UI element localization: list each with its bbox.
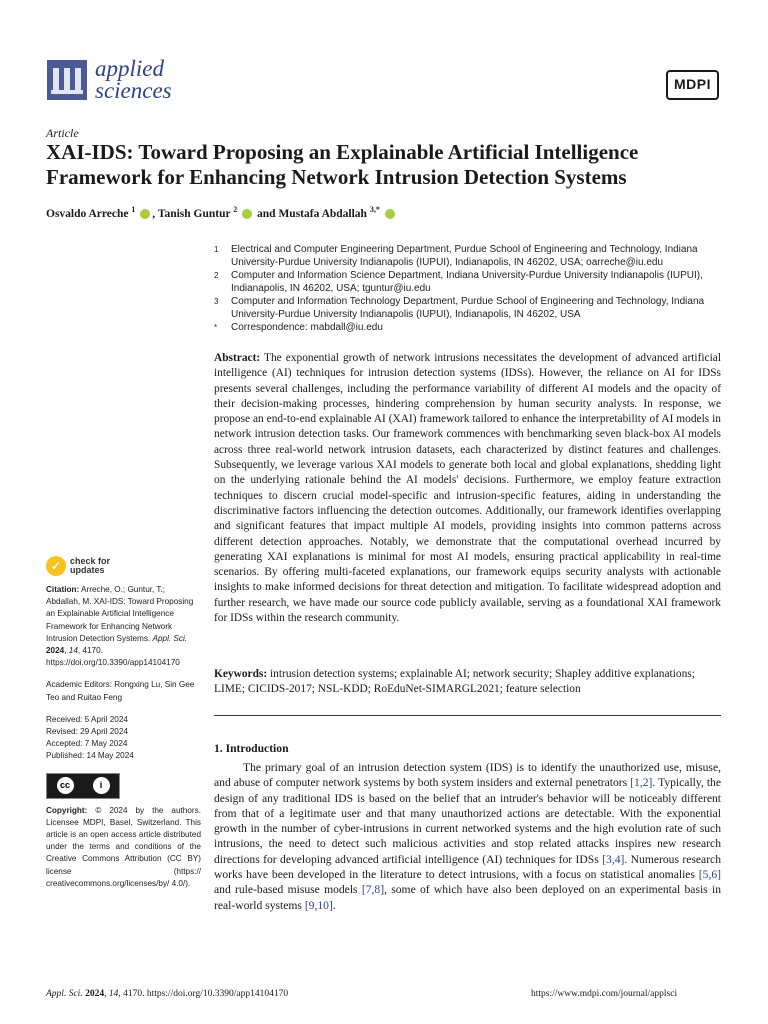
citation-doi[interactable]: , 4170. https://doi.org/10.3390/app14104170 <box>46 646 180 668</box>
checkmark-icon: ✓ <box>46 556 66 576</box>
publication-dates <box>46 714 201 763</box>
intro-text: The primary goal of an intrusion detection system (IDS) is to identify the unauthorized use, misuse, and abuse of computer network systems by both system insiders and external penetrators <box>214 761 721 790</box>
creative-commons-icon: cc <box>57 777 74 794</box>
abstract-label: Abstract: <box>214 352 261 364</box>
author-affiliation-mark: 3,* <box>369 205 380 214</box>
citation-label: Citation: <box>46 585 80 594</box>
journal-name <box>95 58 172 102</box>
sidebar <box>46 556 201 890</box>
affiliation-item <box>214 243 734 269</box>
article-title: XAI-IDS: Toward Proposing an Explainable Artificial Intelligence Framework for Enhancing Network Intrusion Detection Systems <box>46 140 639 189</box>
author-separator: and <box>254 207 279 220</box>
affiliation-item <box>214 295 734 321</box>
abstract <box>214 351 721 626</box>
citation-volume: 14 <box>68 646 78 656</box>
affiliation-item <box>214 269 734 295</box>
citation-block: Citation: Arreche, O.; Guntur, T.; Abdallah, M. XAI-IDS: Toward Proposing an Explainable Artificial Intelligence Framework for Enhancing Network Intrusion Detection Systems. Appl. Sci. 2024, 14, 4170. https://doi.org/10.3390/app14104170 <box>46 585 194 668</box>
intro-text: , some of which have also been deployed on an experimental basis in real-world systems <box>214 883 721 912</box>
article-type: Article <box>46 126 79 140</box>
keywords-text: intrusion detection systems; explainable AI; network security; Shapley additive explanations; LIME; CICIDS-2017; NSL-KDD; RoEduNet-SIMARGL2021; feature selection <box>214 668 695 696</box>
copyright-text: © 2024 by the authors. Licensee MDPI, Basel, Switzerland. This article is an open access article distributed under the terms and conditions of the Creative Commons Attribution (CC BY) license (https:// creativecommons.org/licenses/by/ 4.0/). <box>46 805 201 888</box>
attribution-icon: i <box>93 777 110 794</box>
citation-link[interactable]: [7,8] <box>361 883 385 897</box>
author-separator: , <box>152 207 158 220</box>
intro-text: . <box>332 898 336 912</box>
orcid-icon[interactable] <box>140 209 150 219</box>
affiliation-item <box>214 321 734 334</box>
footer-volume: 14 <box>108 989 119 999</box>
author-name[interactable]: Osvaldo Arreche <box>46 207 129 220</box>
academic-editors: Academic Editors: Rongxing Lu, Sin Gee Teo and Ruitao Feng <box>46 680 195 702</box>
date-accepted: Accepted: 7 May 2024 <box>46 739 128 749</box>
author-affiliation-mark: 2 <box>233 205 238 214</box>
author-affiliation-mark: 1 <box>131 205 136 214</box>
cc-by-license-badge[interactable] <box>46 773 120 799</box>
check-for-updates-button[interactable] <box>46 556 201 576</box>
author-name[interactable]: Tanish Guntur <box>157 207 231 220</box>
intro-text: and rule-based misuse models <box>214 883 362 897</box>
date-revised: Revised: 29 April 2024 <box>46 727 128 737</box>
footer-journal-url[interactable]: https://www.mdpi.com/journal/applsci <box>531 989 678 999</box>
affiliation-text: Electrical and Computer Engineering Department, Purdue School of Engineering and Technology, Indiana University-Purdue University Indianapolis (IUPUI), Indianapolis, IN 46202, USA; oarreche@iu.edu <box>231 244 698 268</box>
citation-journal: Appl. Sci. <box>152 633 188 643</box>
footer-citation: Appl. Sci. 2024, 14, 4170. https://doi.org/10.3390/app14104170 <box>46 989 289 999</box>
check-updates-line1: check for <box>70 556 111 566</box>
footer-year: 2024 <box>85 989 105 999</box>
affiliation-text: Computer and Information Science Department, Indiana University-Purdue University Indianapolis (IUPUI), Indianapolis, IN 46202, USA; tguntur@iu.edu <box>231 270 703 294</box>
journal-logo[interactable] <box>47 58 183 106</box>
citation-year: 2024 <box>46 646 65 656</box>
introduction-paragraph <box>214 760 721 913</box>
journal-name-line2: sciences <box>95 78 172 103</box>
section-divider <box>214 715 721 716</box>
footer-journal: Appl. Sci. <box>46 989 83 999</box>
footer-doi[interactable]: , 4170. https://doi.org/10.3390/app14104170 <box>118 989 289 999</box>
check-updates-line2: updates <box>70 565 105 575</box>
affiliations <box>214 243 734 334</box>
correspondence-text: Correspondence: mabdall@iu.edu <box>231 322 383 333</box>
copyright-label: Copyright: <box>46 805 88 815</box>
intro-text: . Numerous research works have been developed in the literature to detect intrusions, with a focus on statistical anomalies <box>214 852 721 882</box>
keywords <box>214 667 721 698</box>
orcid-icon[interactable] <box>242 209 252 219</box>
section-heading: 1. Introduction <box>214 742 289 755</box>
affiliation-text: Computer and Information Technology Department, Purdue School of Engineering and Technology, Indiana University-Purdue University Indianapolis (IUPUI), Indianapolis, IN 46202, USA <box>231 296 705 320</box>
intro-text: . Typically, the design of any traditional IDS is based on the belief that an intruder's behavior will be noticeably different from that of a legitimate user and that many unauthorized actions are detectable. With the exponential growth in the number of cyber-intrusions in current networked systems and the high evolution rate of such intrusions, the need to detect such malicious activities and stop related attacks inspires new research directions for developing advanced artificial intelligence (AI) techniques for IDSs <box>214 776 721 866</box>
citation-link[interactable]: [1,2] <box>630 776 653 790</box>
keywords-label: Keywords: <box>214 668 268 680</box>
affiliation-number: 2 <box>214 271 219 280</box>
copyright-block <box>46 805 201 890</box>
citation-text: Arreche, O.; Guntur, T.; Abdallah, M. XAI-IDS: Toward Proposing an Explainable Artificial Intelligence Framework for Enhancing Network Intrusion Detection Systems. <box>46 585 194 643</box>
date-published: Published: 14 May 2024 <box>46 751 134 761</box>
publisher-logo[interactable]: MDPI <box>666 70 719 100</box>
citation-link[interactable]: [3,4] <box>602 852 625 866</box>
affiliation-number: 1 <box>214 245 219 254</box>
journal-logo-icon <box>47 60 87 100</box>
journal-name-line1: applied <box>95 56 164 81</box>
orcid-icon[interactable] <box>385 209 395 219</box>
author-name[interactable]: Mustafa Abdallah <box>278 207 367 220</box>
citation-link[interactable]: [5,6] <box>698 868 721 882</box>
affiliation-number: 3 <box>214 297 219 306</box>
abstract-text: The exponential growth of network intrusions necessitates the development of advanced artificial intelligence (AI) techniques for intrusion detection systems (IDSs). However, the reliance on AI for IDSs presents several challenges, including the performance variability of different AI models and the opacity of their decision-making processes, hindering comprehension by human security analysts. In response, we propose an end-to-end explainable AI (XAI) framework tailored to enhance the interpretability of AI models in network intrusion detection tasks. Our framework commences with benchmarking seven black-box AI models across three real-world network intrusion datasets, each characterized by distinct features and challenges. Subsequently, we leverage various XAI models to generate both local and global explanations, shedding light on the underlying rationale behind the AI models' decisions. Furthermore, we employ feature extraction techniques to discern crucial model-specific and intrusion-specific features, aiding in understanding the discriminative factors influencing the detection outcomes. Additionally, our framework identifies overlapping and significant features that impact multiple AI models, providing insights into common patterns across different detection approaches. Notably, we demonstrate that the computational overhead incurred by generating XAI explanations is minimal for most AI models, ensuring practical applicability in real-time scenarios. By offering multi-faceted explanations, our framework equips security analysts with actionable insights to make informed decisions for threat detection and mitigation. To facilitate widespread adoption and further research, we have made our source code publicly available, serving as a foundational XAI framework for IDSs within the research community. <box>214 352 721 625</box>
citation-link[interactable]: [9,10] <box>304 898 333 912</box>
author-list <box>46 205 397 220</box>
affiliation-number: * <box>214 323 218 332</box>
date-received: Received: 5 April 2024 <box>46 714 128 724</box>
